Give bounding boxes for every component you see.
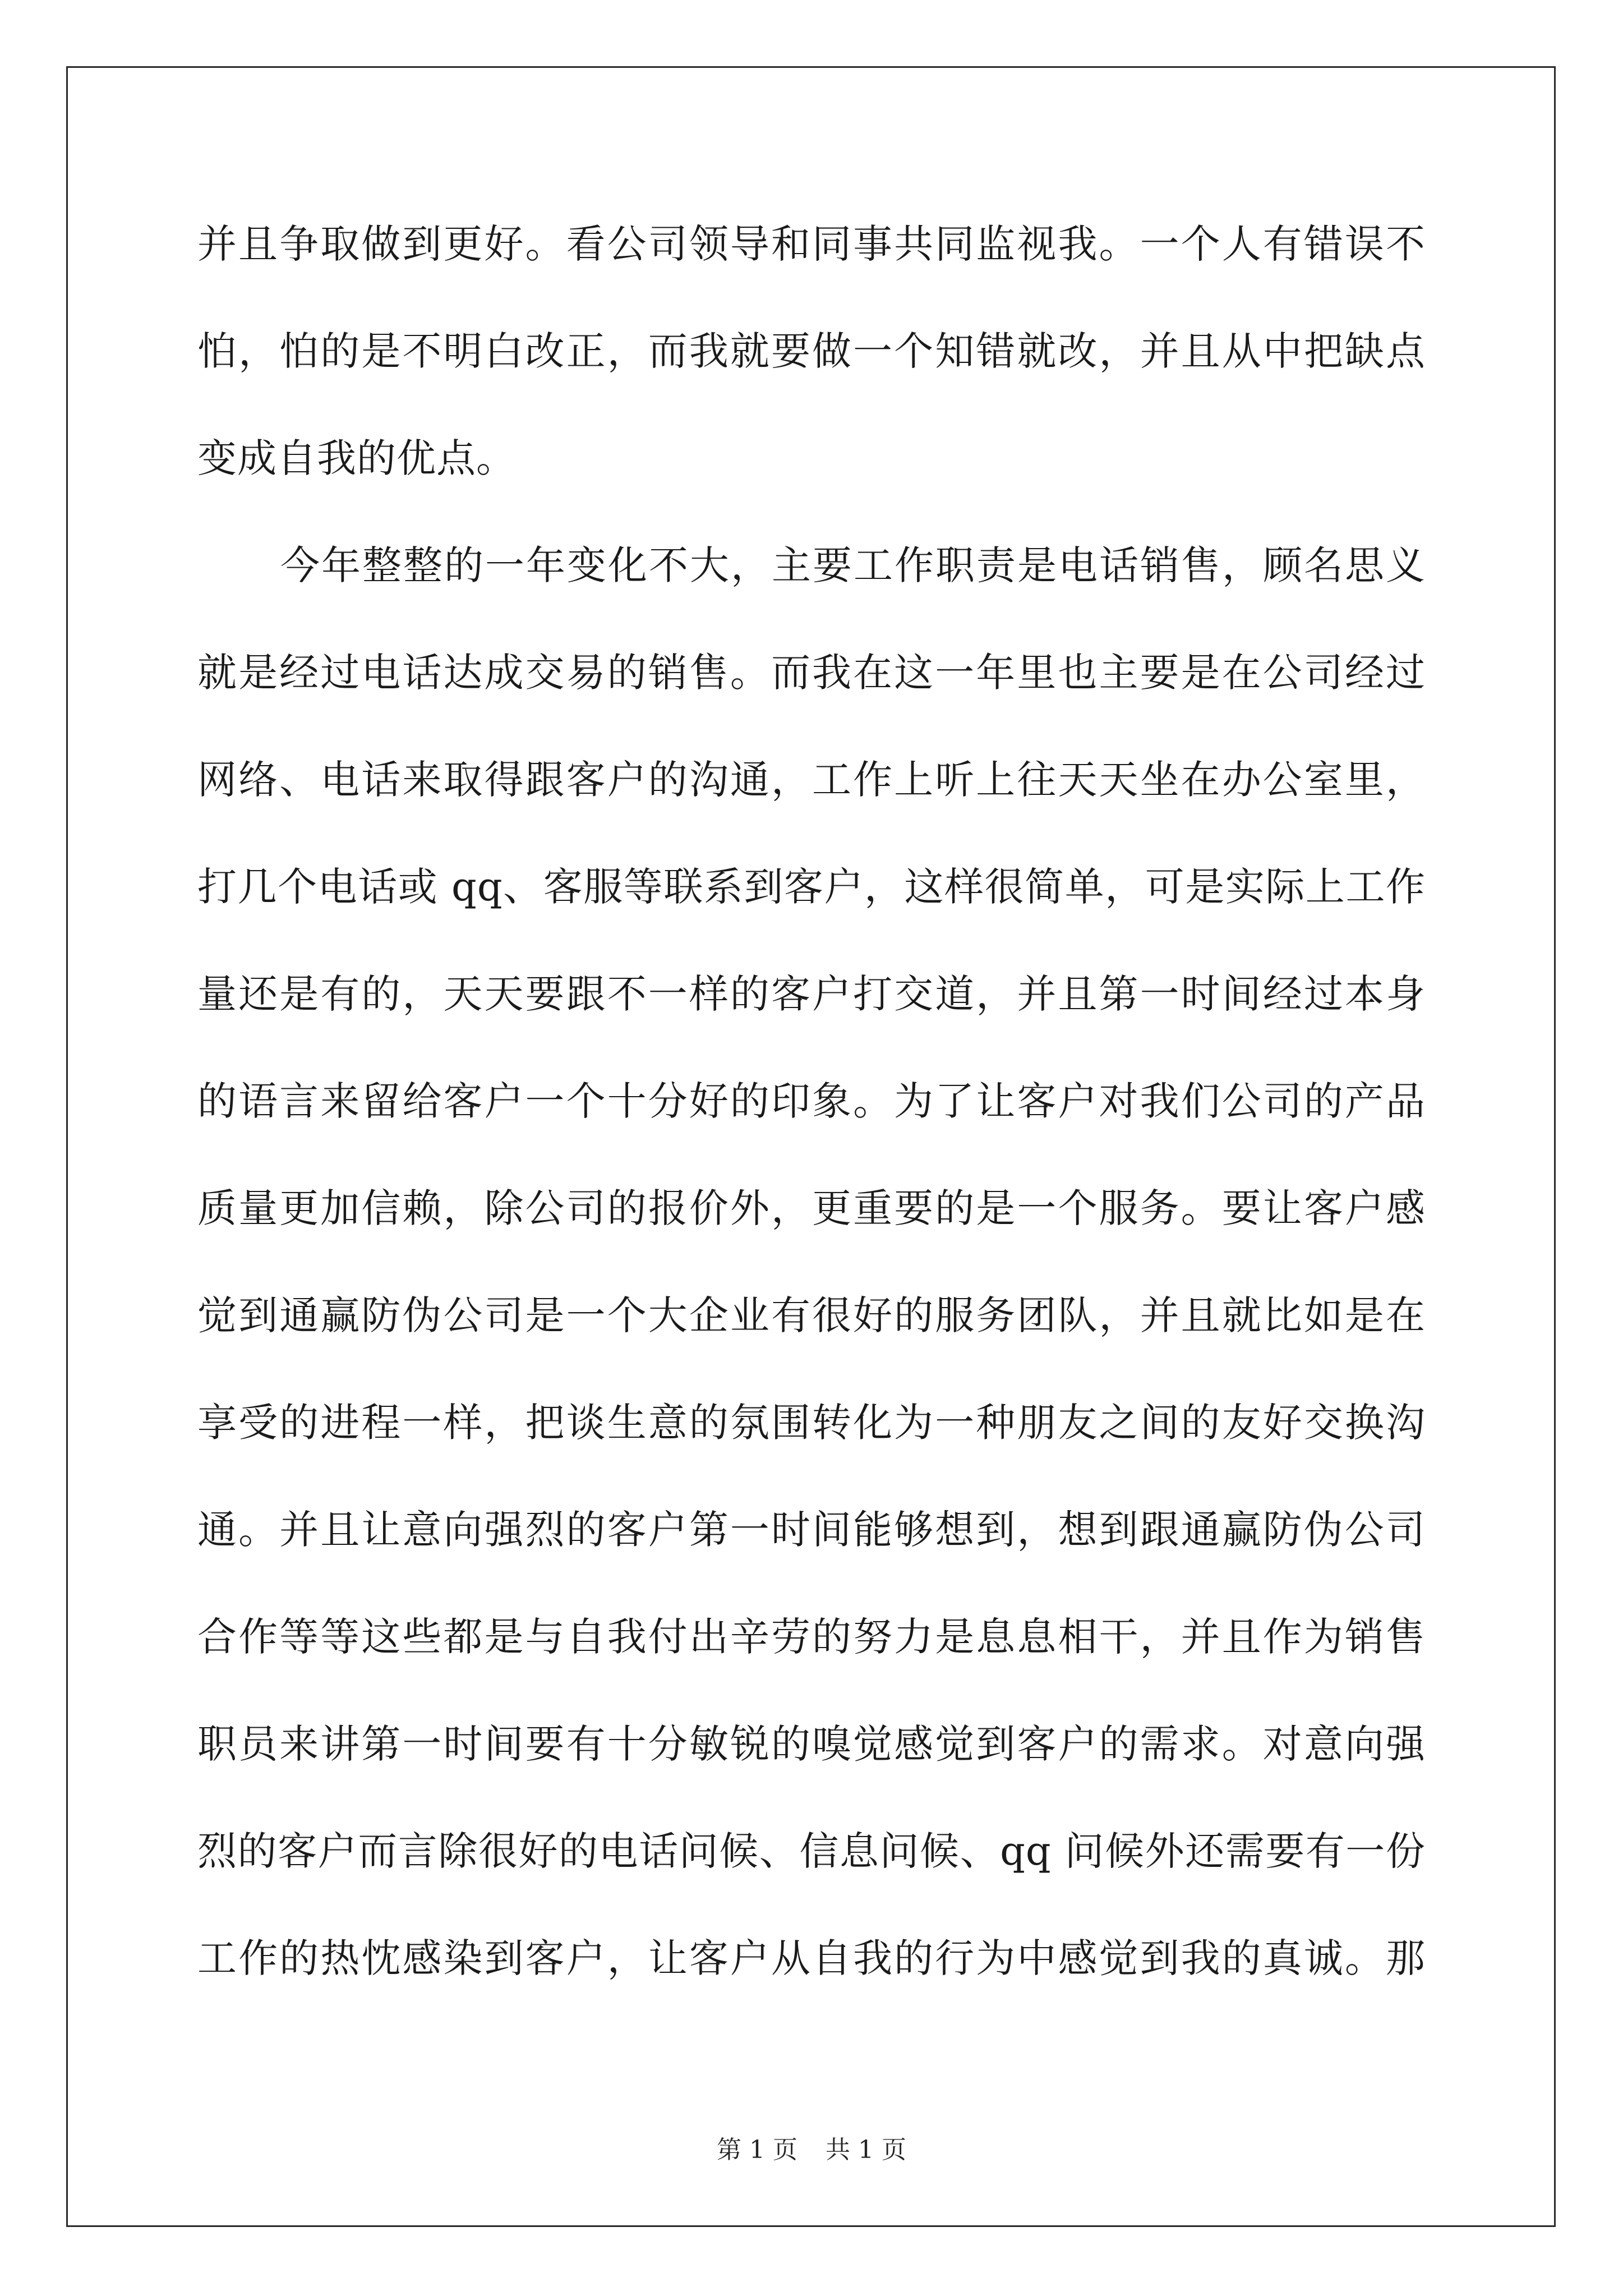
text-line: 工作的热忱感染到客户，让客户从自我的行为中感觉到我的真诚。那	[197, 1935, 1426, 1981]
text-line: 并且争取做到更好。看公司领导和同事共同监视我。一个人有错误不	[197, 221, 1426, 267]
text-line: 享受的进程一样，把谈生意的氛围转化为一种朋友之间的友好交换沟	[197, 1400, 1426, 1446]
text-line: 量还是有的，天天要跟不一样的客户打交道，并且第一时间经过本身	[197, 971, 1426, 1017]
text-line: 通。并且让意向强烈的客户第一时间能够想到，想到跟通赢防伪公司	[197, 1507, 1426, 1553]
text-line: 今年整整的一年变化不大，主要工作职责是电话销售，顾名思义	[280, 542, 1426, 588]
text-line: 质量更加信赖，除公司的报价外，更重要的是一个服务。要让客户感	[197, 1185, 1426, 1231]
page-number: 第 1 页	[717, 2136, 797, 2164]
text-line: 烈的客户而言除很好的电话问候、信息问候、qq 问候外还需要有一份	[197, 1828, 1426, 1874]
text-line: 合作等等这些都是与自我付出辛劳的努力是息息相干，并且作为销售	[197, 1614, 1426, 1660]
paragraph-main	[197, 535, 1426, 2035]
page-total: 共 1 页	[826, 2136, 906, 2164]
page-footer	[0, 2133, 1623, 2167]
document-body	[197, 213, 1426, 2035]
text-line: 网络、电话来取得跟客户的沟通，工作上听上往天天坐在办公室里，	[197, 757, 1426, 803]
text-line: 觉到通赢防伪公司是一个大企业有很好的服务团队，并且就比如是在	[197, 1292, 1426, 1338]
paragraph-continued	[197, 213, 1426, 535]
text-line: 职员来讲第一时间要有十分敏锐的嗅觉感觉到客户的需求。对意向强	[197, 1721, 1426, 1767]
text-line: 的语言来留给客户一个十分好的印象。为了让客户对我们公司的产品	[197, 1078, 1426, 1124]
text-line: 就是经过电话达成交易的销售。而我在这一年里也主要是在公司经过	[197, 650, 1426, 696]
text-line: 打几个电话或 qq、客服等联系到客户，这样很简单，可是实际上工作	[197, 864, 1426, 910]
text-line: 变成自我的优点。	[197, 435, 516, 481]
text-line: 怕，怕的是不明白改正，而我就要做一个知错就改，并且从中把缺点	[197, 328, 1426, 374]
